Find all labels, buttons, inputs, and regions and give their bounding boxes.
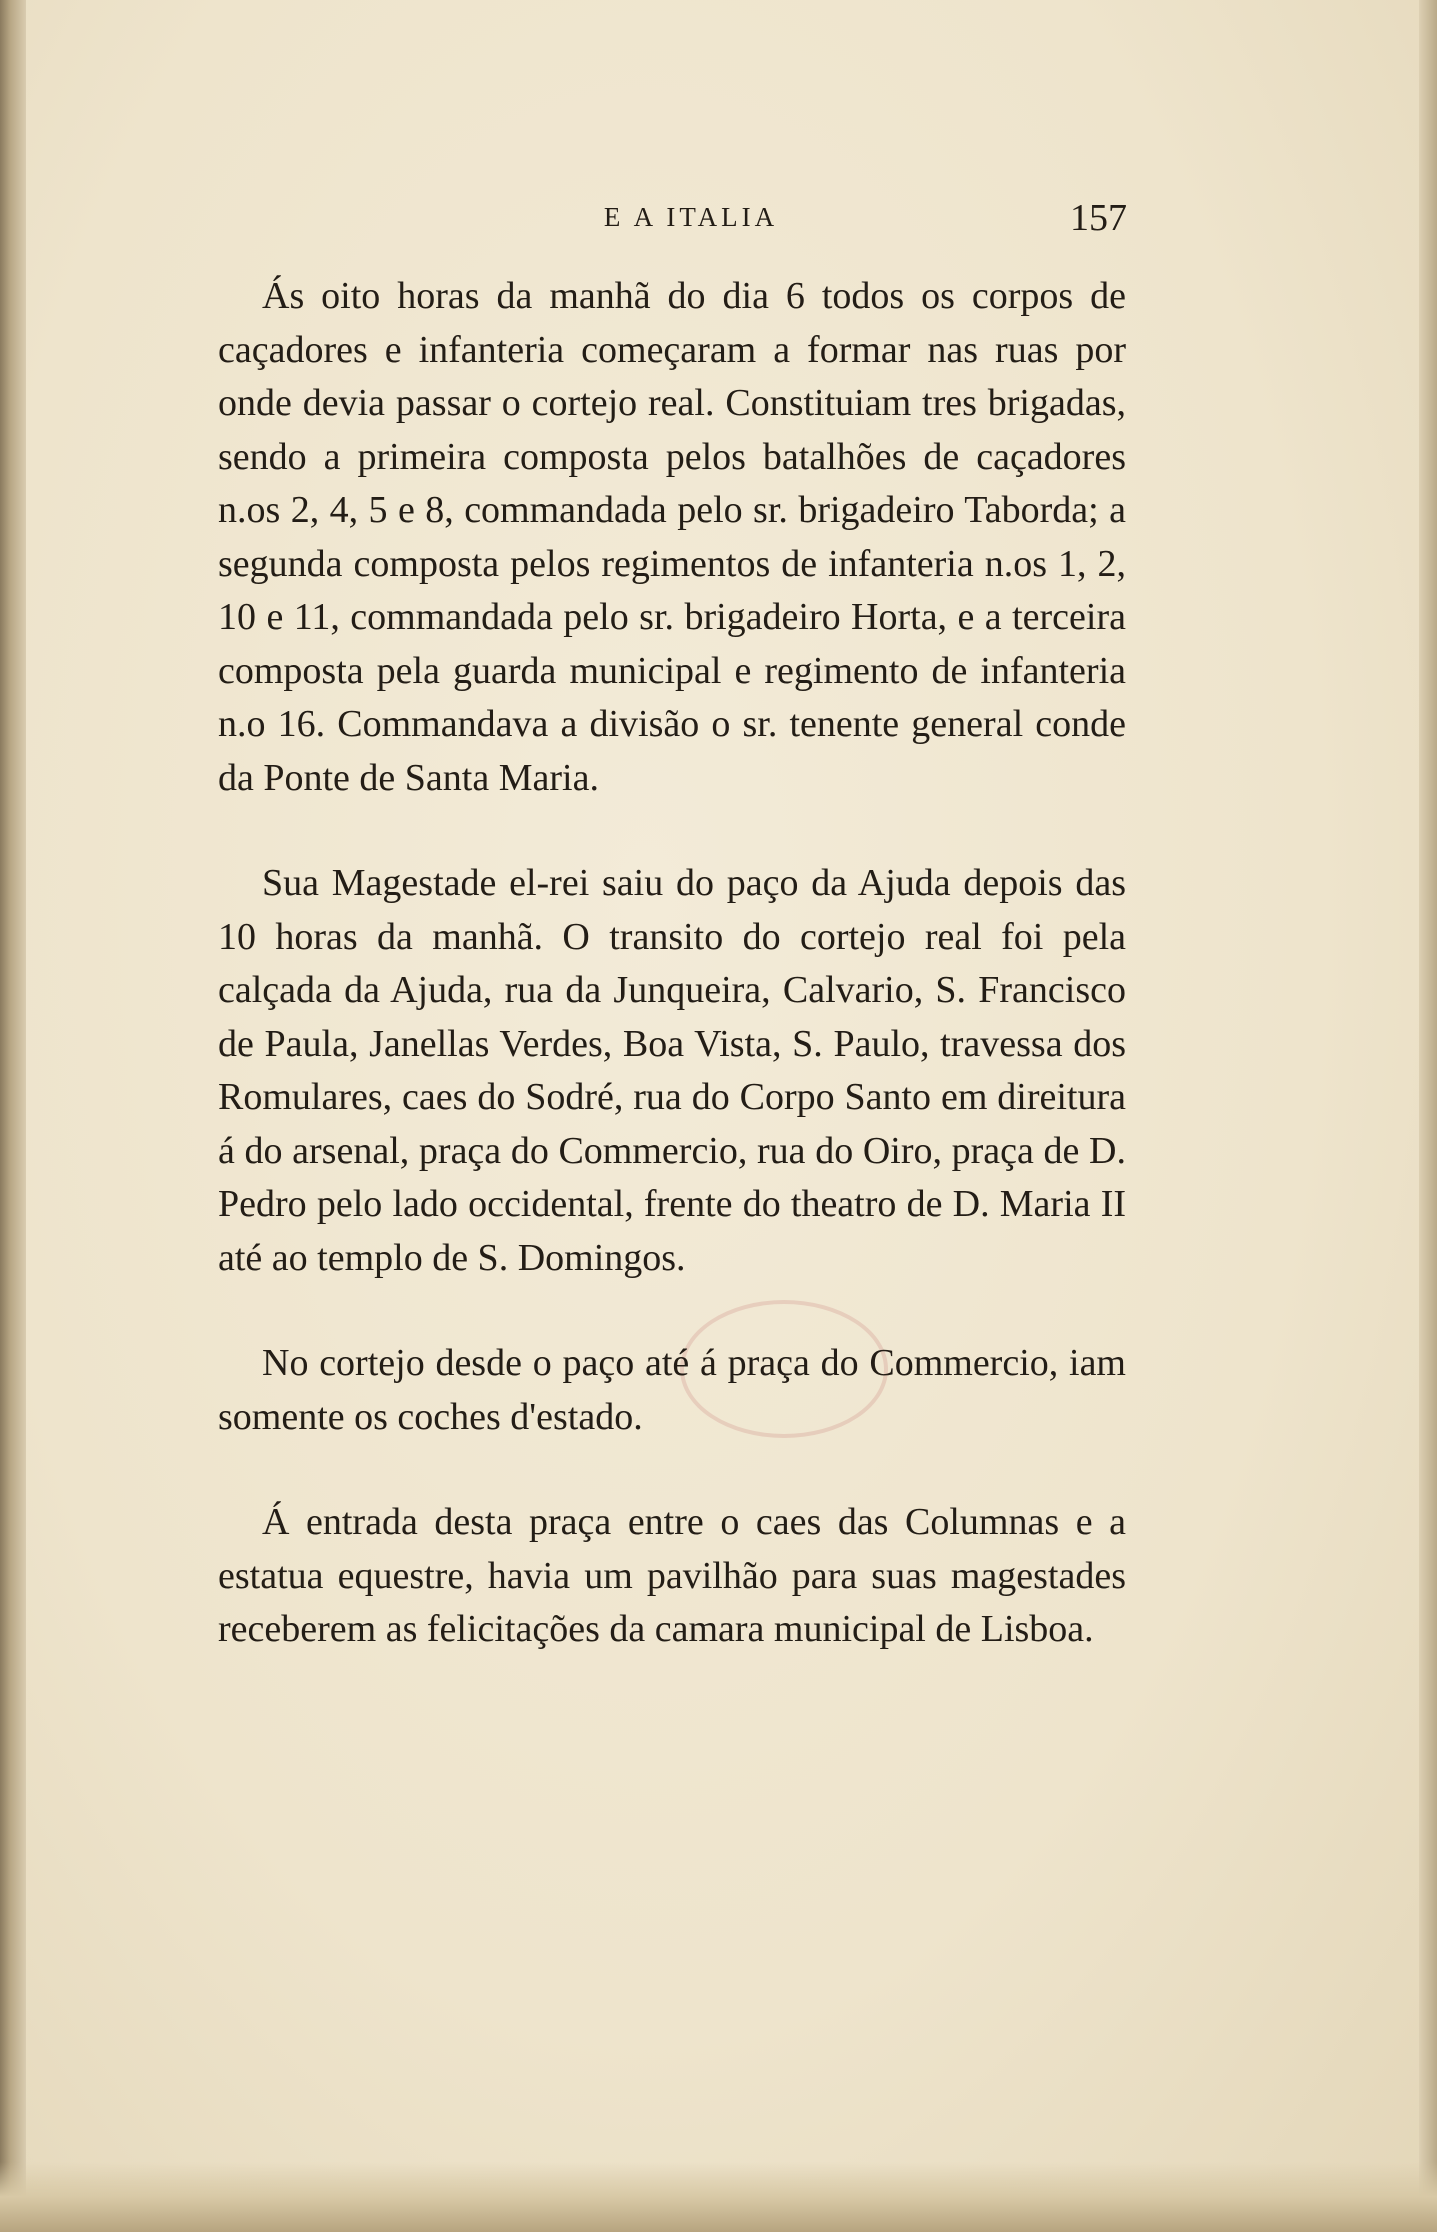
paragraph-2: Sua Magestade el-rei saiu do paço da Ajuda depois das 10 horas da manhã. O transito do cortejo real foi pela calçada da Ajuda, rua da Junqueira, Calvario, S. Francisco de Paula, Janellas Verdes, Boa Vista, S. Paulo, travessa dos Romulares, caes do Sodré, rua do Corpo Santo em direitura á do arsenal, praça do Commercio, rua do Oiro, praça de D. Pedro pelo lado occidental, frente do theatro de D. Maria II até ao templo de S. Domingos. xyxy=(218,862,1126,1279)
running-title: E A ITALIA xyxy=(603,202,779,232)
page-number: 157 xyxy=(1070,197,1127,239)
page-left-edge xyxy=(0,0,26,2232)
body-text xyxy=(218,270,1126,1709)
paragraph-4: Á entrada desta praça entre o caes das Columnas e a estatua equestre, havia um pavilhão para suas magestades receberem as felicitações da camara municipal de Lisboa. xyxy=(218,1501,1126,1650)
page-bottom-edge xyxy=(0,2162,1437,2232)
page-right-edge xyxy=(1419,0,1437,2232)
paragraph-1: Ás oito horas da manhã do dia 6 todos os corpos de caçadores e infanteria começaram a formar nas ruas por onde devia passar o cortejo real. Constituiam tres brigadas, sendo a primeira composta pelos batalhões de caçadores n.os 2, 4, 5 e 8, commandada pelo sr. brigadeiro Taborda; a segunda composta pelos regimentos de infanteria n.os 1, 2, 10 e 11, commandada pelo sr. brigadeiro Horta, e a terceira composta pela guarda municipal e regimento de infanteria n.o 16. Commandava a divisão o sr. tenente general conde da Ponte de Santa Maria. xyxy=(218,275,1126,799)
paragraph-3: No cortejo desde o paço até á praça do Commercio, iam somente os coches d'estado. xyxy=(218,1342,1126,1438)
page-header xyxy=(215,196,1127,246)
